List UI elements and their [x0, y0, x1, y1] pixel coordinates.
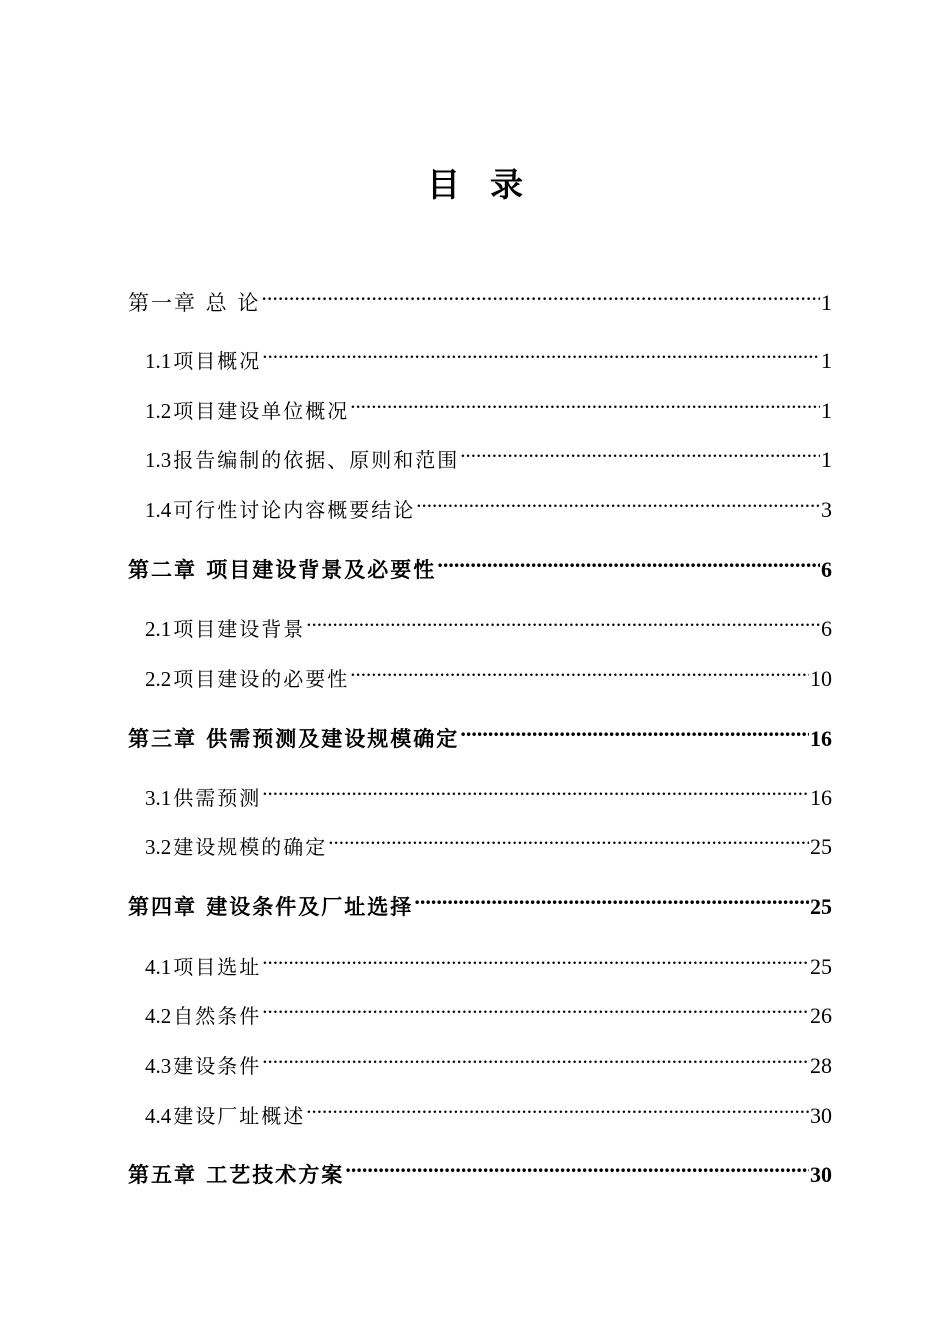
toc-page-number: 1: [821, 398, 832, 423]
toc-entry-section-2-2[interactable]: [145, 656, 832, 691]
toc-entry-section-4-3[interactable]: [145, 1043, 832, 1078]
toc-page-number: 1: [821, 348, 832, 373]
section-title: 可行性讨论内容概要结论: [173, 498, 416, 522]
page-title: [0, 162, 950, 208]
dot-leader: [306, 1093, 809, 1123]
toc-page-number: 6: [821, 616, 832, 641]
toc-entry-section-1-3[interactable]: [145, 437, 832, 472]
section-number: 1.3: [145, 448, 172, 472]
section-title: 建设厂址概述: [173, 1104, 306, 1128]
section-title: 建设规模的确定: [173, 835, 328, 859]
toc-entry-label: [145, 396, 349, 426]
section-number: 3.1: [145, 786, 172, 810]
title-char-right: 录: [490, 165, 523, 204]
toc-entry-label: [145, 445, 459, 475]
section-title: 项目选址: [173, 955, 262, 979]
dot-leader: [460, 437, 820, 467]
section-number: 4.2: [145, 1004, 172, 1028]
section-number: 4.3: [145, 1054, 172, 1078]
dot-leader: [306, 606, 820, 636]
dot-leader: [460, 716, 809, 746]
toc-page-number: 6: [821, 557, 832, 582]
toc-entry-label: [145, 614, 305, 644]
toc-entry-section-4-4[interactable]: [145, 1093, 832, 1128]
section-number: 4.4: [145, 1104, 172, 1128]
toc-entry-section-1-4[interactable]: [145, 487, 832, 522]
section-title: 自然条件: [173, 1004, 262, 1028]
toc-entry-label: [145, 952, 261, 982]
dot-leader: [414, 884, 809, 914]
toc-entry-label: [145, 495, 415, 525]
toc-entry-label: [145, 1101, 305, 1131]
toc-entry-label: 第三章 供需预测及建设规模确定: [128, 727, 460, 751]
toc-page-number: 30: [810, 1103, 832, 1128]
toc-page-number: 16: [810, 785, 832, 810]
toc-entry-label: [145, 1001, 261, 1031]
toc-page-number: 26: [810, 1003, 832, 1028]
section-number: 1.1: [145, 349, 172, 373]
toc-entry-chapter-2[interactable]: [128, 547, 832, 582]
dot-leader: [261, 280, 820, 310]
section-title: 项目建设单位概况: [173, 399, 350, 423]
toc-page-number: 1: [821, 447, 832, 472]
section-title: 建设条件: [173, 1054, 262, 1078]
dot-leader: [262, 993, 809, 1023]
dot-leader: [262, 944, 809, 974]
toc-entry-label: [145, 346, 261, 376]
toc-entry-chapter-5[interactable]: [128, 1152, 832, 1187]
toc-entry-label: [145, 832, 327, 862]
dot-leader: [416, 487, 820, 517]
toc-page-number: 25: [810, 954, 832, 979]
toc-page-number: 3: [821, 497, 832, 522]
toc-page-number: 30: [810, 1162, 832, 1187]
toc-entry-section-4-2[interactable]: [145, 993, 832, 1028]
section-number: 3.2: [145, 835, 172, 859]
toc-entry-label: 第二章 项目建设背景及必要性: [128, 558, 437, 582]
toc-entry-label: [145, 664, 349, 694]
dot-leader: [328, 824, 809, 854]
section-title: 项目建设背景: [173, 617, 306, 641]
section-title: 供需预测: [173, 786, 262, 810]
dot-leader: [345, 1152, 809, 1182]
section-number: 2.2: [145, 667, 172, 691]
toc-entry-label: 第五章 工艺技术方案: [128, 1163, 345, 1187]
toc-entry-section-1-1[interactable]: [145, 338, 832, 373]
section-number: 1.4: [145, 498, 172, 522]
toc-page-number: 28: [810, 1053, 832, 1078]
toc-entry-section-3-1[interactable]: [145, 775, 832, 810]
section-title: 项目建设的必要性: [173, 667, 350, 691]
dot-leader: [350, 388, 820, 418]
toc-entry-label: [145, 1051, 261, 1081]
section-title: 项目概况: [173, 349, 262, 373]
section-number: 2.1: [145, 617, 172, 641]
title-char-left: 目: [427, 165, 460, 204]
dot-leader: [437, 547, 820, 577]
toc-entry-section-1-2[interactable]: [145, 388, 832, 423]
dot-leader: [350, 656, 809, 686]
toc-page-number: 16: [810, 726, 832, 751]
toc-entry-section-4-1[interactable]: [145, 944, 832, 979]
toc-page-number: 25: [810, 834, 832, 859]
section-number: 1.2: [145, 399, 172, 423]
toc-entry-chapter-3[interactable]: [128, 716, 832, 751]
section-title: 报告编制的依据、原则和范围: [173, 448, 460, 472]
toc-entry-section-2-1[interactable]: [145, 606, 832, 641]
toc-entry-label: 第四章 建设条件及厂址选择: [128, 895, 414, 919]
section-number: 4.1: [145, 955, 172, 979]
toc-page-number: 1: [821, 290, 832, 315]
dot-leader: [262, 775, 809, 805]
toc-entry-label: 第一章 总 论: [128, 291, 261, 315]
dot-leader: [262, 1043, 809, 1073]
toc-entry-chapter-1[interactable]: [128, 280, 832, 315]
toc-entry-chapter-4[interactable]: [128, 884, 832, 919]
toc-entry-label: [145, 783, 261, 813]
toc-page-number: 10: [810, 666, 832, 691]
dot-leader: [262, 338, 820, 368]
toc-page-number: 25: [810, 894, 832, 919]
toc-entry-section-3-2[interactable]: [145, 824, 832, 859]
